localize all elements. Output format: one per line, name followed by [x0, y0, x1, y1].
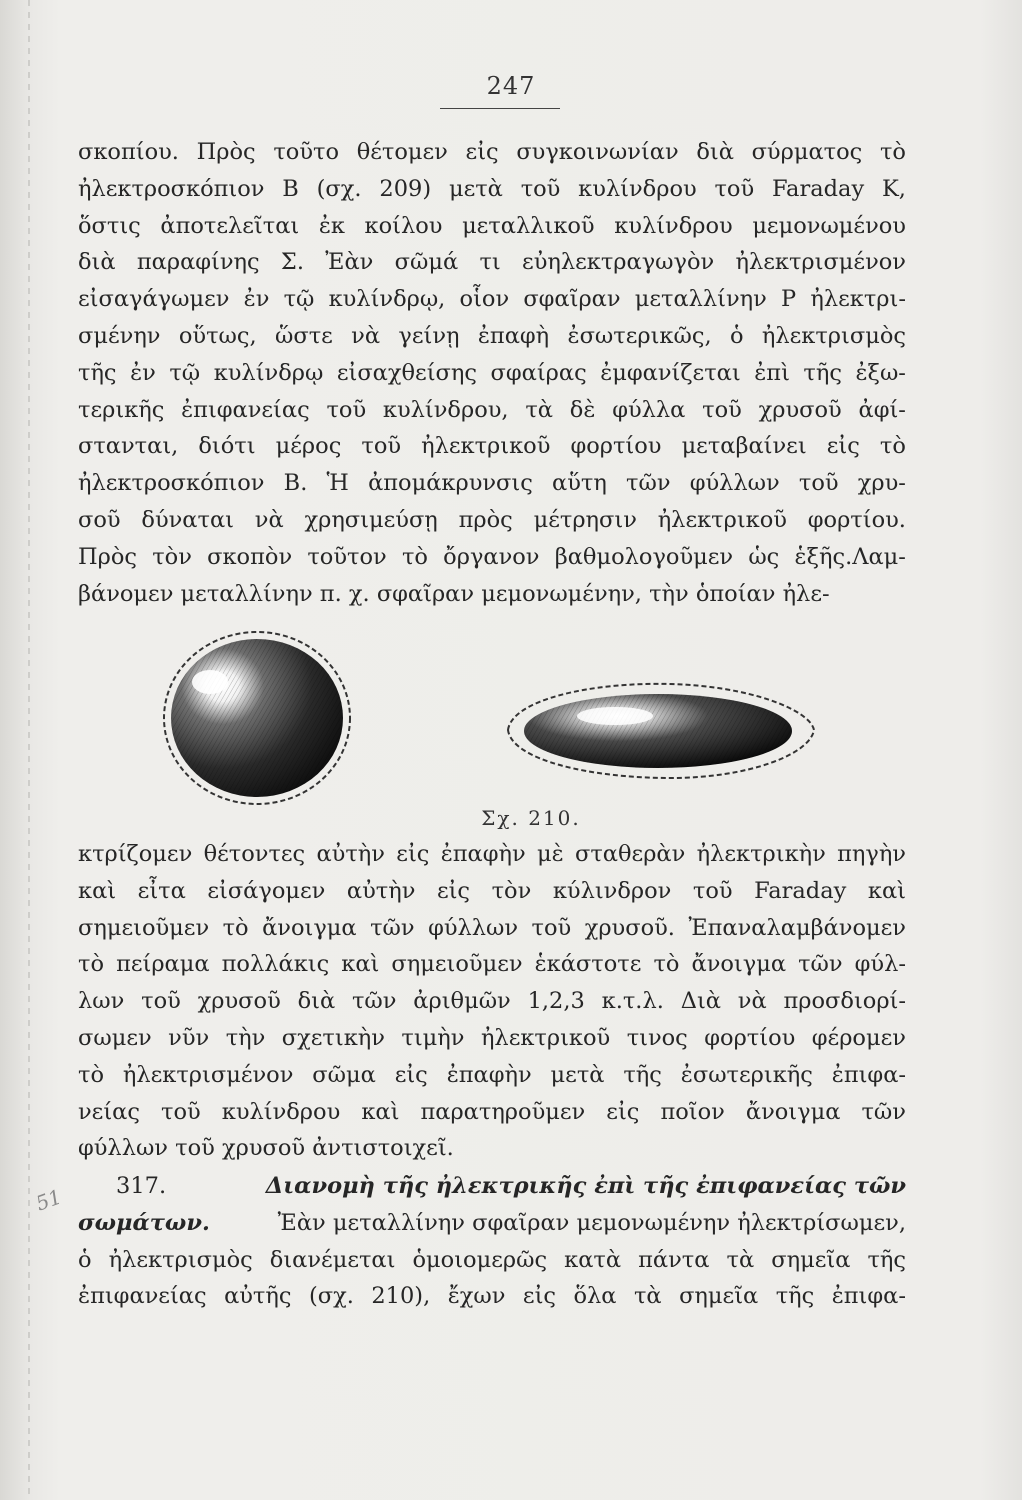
- text-line: [78, 1242, 906, 1279]
- text-line: [78, 1130, 906, 1167]
- line-text: Πρὸς τὸν σκοπὸν τοῦτον τὸ ὄργανον βαθμολογοῦμεν ὡς ἑξῆς.Λαμ-: [78, 543, 906, 570]
- sphere-engraving: [171, 639, 343, 797]
- section-heading-line: [78, 1168, 906, 1205]
- line-text: βάνομεν μεταλλίνην π. χ. σφαῖραν μεμονωμένην, τὴν ὁποίαν ἠλε-: [78, 580, 830, 607]
- line-text: τερικῆς ἐπιφανείας τοῦ κυλίνδρου, τὰ δὲ φύλλα τοῦ χρυσοῦ ἀφί-: [78, 396, 906, 423]
- section-number: 317.: [116, 1173, 167, 1199]
- line-text: σημειοῦμεν τὸ ἄνοιγμα τῶν φύλλων τοῦ χρυσοῦ. Ἐπαναλαμβάνομεν: [78, 914, 906, 941]
- line-text: σοῦ δύναται νὰ χρησιμεύσῃ πρὸς μέτρησιν ἠλεκτρικοῦ φορτίου.: [78, 506, 906, 533]
- figure-caption: Σχ. 210.: [481, 806, 581, 830]
- paragraph-2: [78, 836, 906, 1167]
- ellipsoid-highlight: [577, 707, 653, 725]
- text-line: [78, 576, 906, 613]
- text-line: [78, 355, 906, 392]
- line-text: ἠλεκτροσκόπιον Β (σχ. 209) μετὰ τοῦ κυλίνδρου τοῦ Faraday Κ,: [78, 175, 906, 202]
- charged-ellipsoid: [508, 684, 814, 778]
- line-text: σμένην οὕτως, ὥστε νὰ γείνῃ ἐπαφὴ ἐσωτερικῶς, ὁ ἠλεκτρισμὸς: [78, 322, 906, 349]
- text-line: [78, 281, 906, 318]
- text-line: [78, 208, 906, 245]
- line-text: τὸ πείραμα πολλάκις καὶ σημειοῦμεν ἑκάστοτε τὸ ἄνοιγμα τῶν φύλ-: [78, 951, 906, 978]
- line-text: σωμεν νῦν τὴν σχετικὴν τιμὴν ἠλεκτρικοῦ τινος φορτίου φέρομεν: [78, 1024, 906, 1051]
- line-text: τῆς ἐν τῷ κυλίνδρῳ εἰσαχθείσης σφαίρας ἐμφανίζεται ἐπὶ τῆς ἐξω-: [78, 359, 906, 386]
- line-text: σκοπίου. Πρὸς τοῦτο θέτομεν εἰς συγκοινωνίαν διὰ σύρματος τὸ: [78, 139, 906, 165]
- text-line: [78, 428, 906, 465]
- line-text: καὶ εἶτα εἰσάγομεν αὐτὴν εἰς τὸν κύλινδρον τοῦ Faraday καὶ: [78, 877, 906, 904]
- text-line: [78, 1205, 906, 1242]
- line-text: Ἐὰν μεταλλίνην σφαῖραν μεμονωμένην ἠλεκτρίσωμεν,: [277, 1209, 906, 1236]
- text-line: [78, 983, 906, 1020]
- line-text: στανται, διότι μέρος τοῦ ἠλεκτρικοῦ φορτίου μεταβαίνει εἰς τὸ: [78, 433, 906, 460]
- text-line: [78, 171, 906, 208]
- line-text: λων τοῦ χρυσοῦ διὰ τῶν ἀριθμῶν 1,2,3 κ.τ.λ. Διὰ νὰ προσδιορί-: [78, 988, 906, 1015]
- text-line: [78, 465, 906, 502]
- text-line: [78, 392, 906, 429]
- sphere-highlight: [192, 670, 228, 694]
- text-line: [78, 1278, 906, 1315]
- line-text: κτρίζομεν θέτοντες αὐτὴν εἰς ἐπαφὴν μὲ σταθερὰν ἠλεκτρικὴν πηγὴν: [78, 841, 906, 867]
- text-line: [78, 873, 906, 910]
- charged-sphere: [164, 632, 350, 804]
- text-line: [78, 910, 906, 947]
- text-line: [78, 318, 906, 355]
- text-line: [78, 502, 906, 539]
- text-line: [78, 539, 906, 576]
- line-text: εἰσαγάγωμεν ἐν τῷ κυλίνδρῳ, οἷον σφαῖραν μεταλλίνην Ρ ἠλεκτρι-: [78, 286, 906, 313]
- text-line: [78, 1057, 906, 1094]
- text-line: [78, 946, 906, 983]
- text-line: [78, 1094, 906, 1131]
- section-title: Διανομὴ τῆς ἠλεκτρικῆς ἐπὶ τῆς ἐπιφανείας τῶν: [265, 1173, 906, 1199]
- text-line: [78, 244, 906, 281]
- paragraph-1: [78, 134, 906, 612]
- page-number: 247: [486, 72, 536, 100]
- line-text: ὁ ἠλεκτρισμὸς διανέμεται ὁμοιομερῶς κατὰ πάντα τὰ σημεῖα τῆς: [78, 1246, 906, 1273]
- page-fold-shadow: [28, 0, 30, 1500]
- page-number-rule: [440, 108, 560, 109]
- ellipsoid-engraving: [524, 694, 792, 768]
- line-text: νείας τοῦ κυλίνδρου καὶ παρατηροῦμεν εἰς ποῖον ἄνοιγμα τῶν: [78, 1098, 906, 1125]
- figure-210-illustration: [160, 630, 830, 820]
- handwritten-margin-note: 51: [32, 1184, 65, 1216]
- line-text: τὸ ἠλεκτρισμένον σῶμα εἰς ἐπαφὴν μετὰ τῆς ἐσωτερικῆς ἐπιφα-: [78, 1061, 906, 1088]
- line-text: διὰ παραφίνης Σ. Ἐὰν σῶμά τι εὐηλεκτραγωγὸν ἠλεκτρισμένον: [78, 249, 906, 276]
- line-text: ἠλεκτροσκόπιον Β. Ἡ ἀπομάκρυνσις αὕτη τῶν φύλλων τοῦ χρυ-: [78, 470, 906, 497]
- line-text: ἐπιφανείας αὐτῆς (σχ. 210), ἔχων εἰς ὅλα τὰ σημεῖα τῆς ἐπιφα-: [78, 1283, 906, 1310]
- text-line: [78, 836, 906, 873]
- text-line: [78, 1020, 906, 1057]
- text-line: [78, 134, 906, 171]
- section-title-continued: σωμάτων.: [78, 1209, 210, 1236]
- line-text: ὅστις ἀποτελεῖται ἐκ κοίλου μεταλλικοῦ κυλίνδρου μεμονωμένου: [78, 212, 906, 239]
- line-text: φύλλων τοῦ χρυσοῦ ἀντιστοιχεῖ.: [78, 1135, 454, 1162]
- section-317: [78, 1168, 906, 1315]
